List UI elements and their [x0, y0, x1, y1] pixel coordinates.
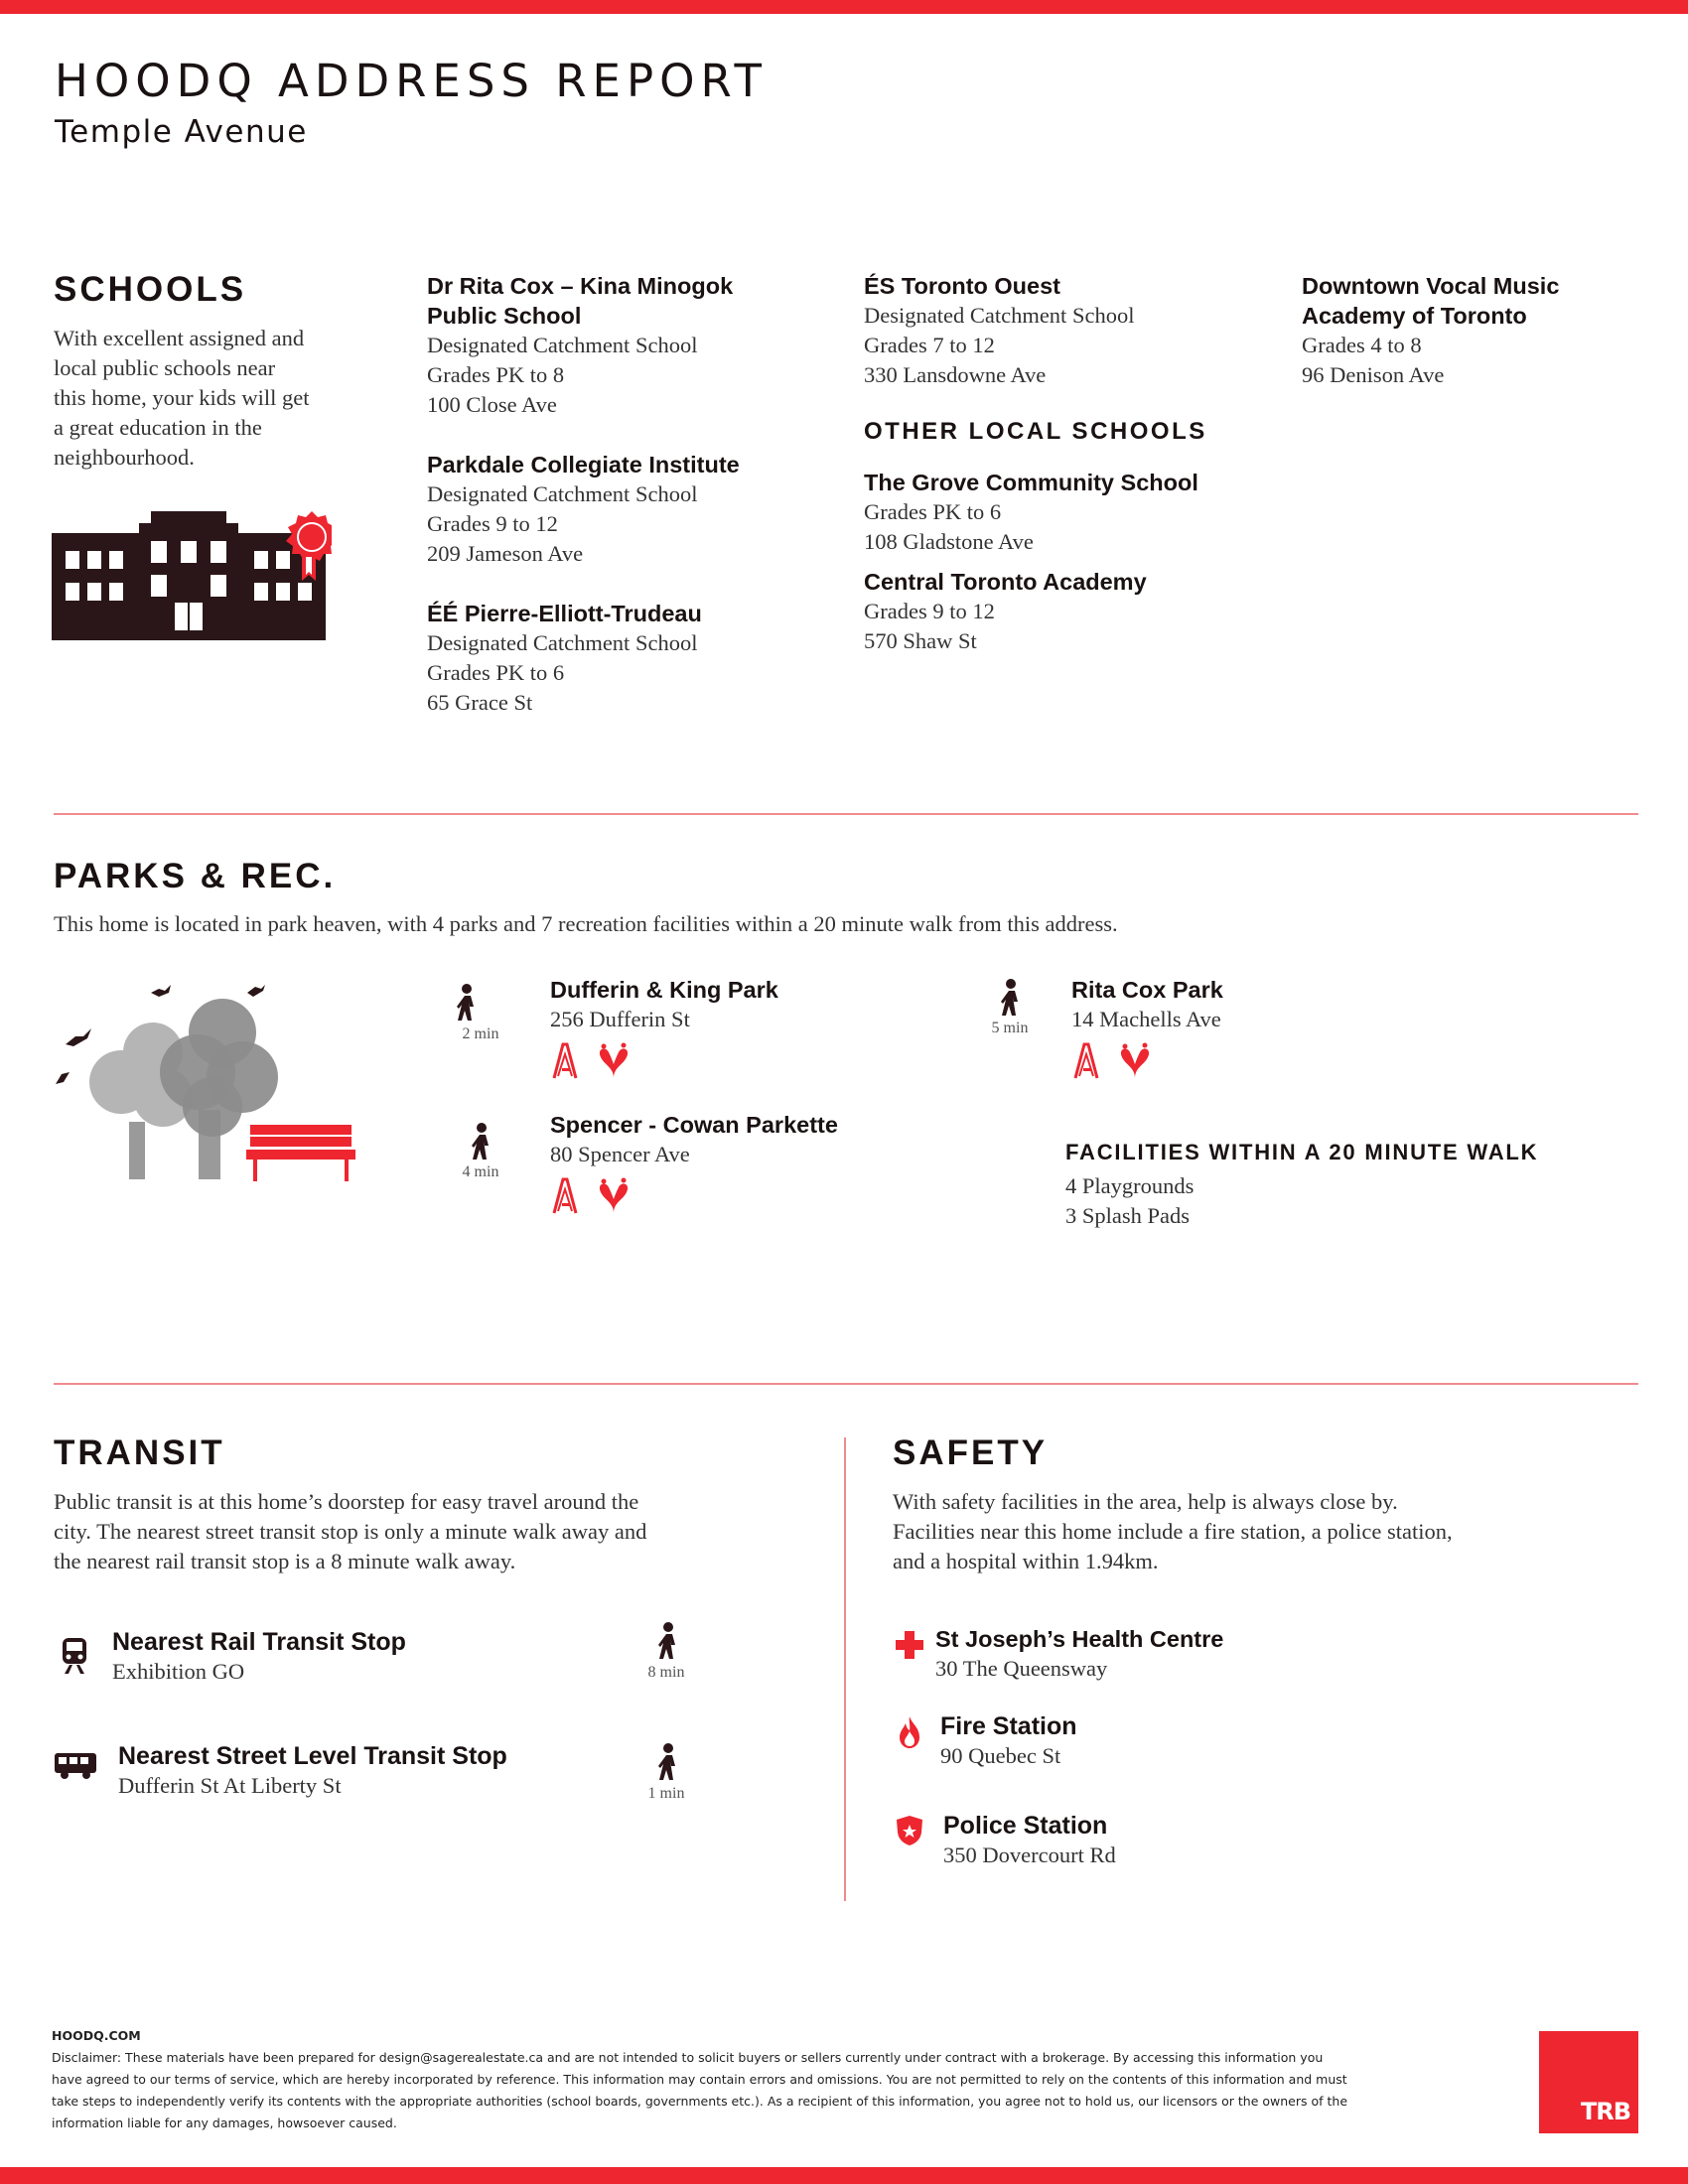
walk-icon [452, 983, 482, 1023]
facility-item: 4 Playgrounds [1065, 1173, 1195, 1198]
school-grades: Grades 4 to 8 [1302, 333, 1422, 357]
park-amenities [550, 1042, 778, 1080]
school-grades: Grades PK to 6 [864, 499, 1002, 524]
park-trees-bench-icon [54, 973, 361, 1191]
school-grades: Grades 9 to 12 [427, 511, 558, 536]
street-transit-stop: Dufferin St At Liberty St [118, 1773, 342, 1798]
section-divider [54, 1383, 1638, 1385]
park-name: Spencer - Cowan Parkette [550, 1112, 838, 1138]
transit-heading: TRANSIT [54, 1433, 225, 1472]
school-name: ÉS Toronto Ouest [864, 273, 1061, 299]
safety-intro [893, 1487, 1453, 1576]
fire-station-address: 90 Quebec St [940, 1743, 1061, 1768]
brokerage-logo-text: TRB [1580, 2098, 1630, 2125]
section-divider [54, 813, 1638, 815]
walk-time: 1 min [647, 1785, 685, 1802]
hospital-name: St Joseph’s Health Centre [935, 1626, 1224, 1652]
park-item [1071, 975, 1223, 1080]
schools-intro-line: a great education in the [54, 415, 262, 440]
walk-time: 4 min [462, 1163, 499, 1180]
fire-station-item [940, 1711, 1077, 1771]
police-badge-icon [896, 1815, 923, 1846]
transit-intro-line: Public transit is at this home’s doorstep for easy travel around the [54, 1489, 639, 1514]
school-grades: Grades PK to 6 [427, 660, 565, 685]
school-type: Designated Catchment School [427, 333, 698, 357]
school-type: Designated Catchment School [427, 630, 698, 655]
hospital-address: 30 The Queensway [935, 1656, 1108, 1681]
schools-intro [54, 324, 310, 473]
rail-transit-item [112, 1627, 406, 1687]
brokerage-logo [1539, 2031, 1638, 2133]
playground-icon [550, 1042, 580, 1080]
parks-intro: This home is located in park heaven, with 4 parks and 7 recreation facilities within a 20 minute walk from this address. [54, 911, 1118, 936]
school-type: Designated Catchment School [864, 303, 1135, 328]
school-type: Designated Catchment School [427, 481, 698, 506]
fire-station-name: Fire Station [940, 1712, 1077, 1740]
rail-transit-stop: Exhibition GO [112, 1659, 245, 1684]
school-address: 570 Shaw St [864, 628, 977, 653]
safety-heading: SAFETY [893, 1433, 1049, 1472]
school-list-col1 [427, 271, 824, 718]
park-amenities [1071, 1042, 1223, 1080]
walk-time: 5 min [991, 1020, 1029, 1036]
park-address: 256 Dufferin St [550, 1007, 690, 1031]
disclaimer-line: Disclaimer: These materials have been prepared for design@sagerealestate.ca and are not intended to solicit buyers or sellers currently under contract with a brokerage. By accessing this information you [52, 2050, 1324, 2065]
park-name: Rita Cox Park [1071, 977, 1223, 1003]
rail-transit-label: Nearest Rail Transit Stop [112, 1628, 406, 1656]
disclaimer-line: take steps to independently verify its contents with the appropriate authorities (school boards, governments etc.). As a recipient of this information, you agree not to hold us, our licensors or the owners of the [52, 2094, 1348, 2109]
school-name: Public School [427, 303, 582, 329]
splash-pad-icon [594, 1042, 633, 1080]
safety-intro-line: With safety facilities in the area, help is always close by. [893, 1489, 1398, 1514]
school-item [427, 599, 824, 718]
column-divider [844, 1437, 846, 1901]
safety-intro-line: Facilities near this home include a fire station, a police station, [893, 1519, 1453, 1544]
park-address: 14 Machells Ave [1071, 1007, 1221, 1031]
police-station-address: 350 Dovercourt Rd [943, 1843, 1116, 1867]
school-item [864, 271, 1281, 390]
report-title: HOODQ ADDRESS REPORT [55, 55, 769, 107]
other-schools-heading: OTHER LOCAL SCHOOLS [864, 418, 1207, 445]
walk-icon [996, 978, 1026, 1018]
school-address: 100 Close Ave [427, 392, 557, 417]
school-address: 108 Gladstone Ave [864, 529, 1034, 554]
street-transit-label: Nearest Street Level Transit Stop [118, 1742, 507, 1770]
splash-pad-icon [1115, 1042, 1155, 1080]
park-address: 80 Spencer Ave [550, 1142, 690, 1166]
playground-icon [1071, 1042, 1101, 1080]
bus-icon [54, 1751, 97, 1781]
school-item [1302, 271, 1659, 390]
school-name: ÉÉ Pierre-Elliott-Trudeau [427, 601, 702, 626]
school-item [427, 450, 824, 569]
school-address: 65 Grace St [427, 690, 533, 715]
park-amenities [550, 1177, 838, 1215]
walk-icon [653, 1742, 683, 1782]
transit-intro-line: the nearest rail transit stop is a 8 minute walk away. [54, 1549, 516, 1573]
schools-heading: SCHOOLS [54, 270, 247, 309]
school-address: 96 Denison Ave [1302, 362, 1445, 387]
walk-time: 2 min [462, 1025, 499, 1042]
facilities-block [1065, 1140, 1538, 1231]
footer-disclaimer [52, 2047, 1511, 2134]
disclaimer-line: have agreed to our terms of service, which are hereby incorporated by reference. This information may contain errors and omissions. You are not permitted to rely on the contents of this information and must [52, 2072, 1347, 2087]
school-name: Dr Rita Cox – Kina Minogok [427, 273, 734, 299]
parks-heading: PARKS & REC. [54, 857, 337, 895]
school-address: 330 Lansdowne Ave [864, 362, 1047, 387]
playground-icon [550, 1177, 580, 1215]
school-item [427, 271, 824, 420]
footer-site-link[interactable]: HOODQ.COM [52, 2028, 141, 2043]
schools-intro-line: neighbourhood. [54, 445, 195, 470]
fire-icon [898, 1715, 921, 1749]
walk-icon [653, 1621, 683, 1661]
hospital-cross-icon [895, 1630, 924, 1660]
schools-intro-line: local public schools near [54, 355, 276, 380]
splash-pad-icon [594, 1177, 633, 1215]
transit-intro-line: city. The nearest street transit stop is only a minute walk away and [54, 1519, 647, 1544]
school-grades: Grades 9 to 12 [864, 599, 995, 623]
park-name: Dufferin & King Park [550, 977, 778, 1003]
school-item [864, 567, 1281, 656]
school-name: Downtown Vocal Music [1302, 273, 1560, 299]
bottom-accent-bar [0, 2167, 1688, 2184]
school-list-col3 [1302, 271, 1659, 390]
train-icon [60, 1636, 89, 1676]
street-transit-item [118, 1741, 507, 1801]
walk-icon [467, 1122, 496, 1161]
police-station-item [943, 1811, 1116, 1870]
disclaimer-line: information liable for any damages, howsoever caused. [52, 2116, 397, 2130]
facilities-heading: FACILITIES WITHIN A 20 MINUTE WALK [1065, 1140, 1539, 1164]
school-grades: Grades PK to 8 [427, 362, 565, 387]
schools-intro-line: this home, your kids will get [54, 385, 310, 410]
school-address: 209 Jameson Ave [427, 541, 584, 566]
transit-intro [54, 1487, 646, 1576]
walk-time: 8 min [647, 1664, 685, 1681]
safety-intro-line: and a hospital within 1.94km. [893, 1549, 1159, 1573]
hospital-item [935, 1624, 1223, 1684]
police-station-name: Police Station [943, 1812, 1108, 1840]
top-accent-bar [0, 0, 1688, 14]
schools-intro-line: With excellent assigned and [54, 326, 305, 350]
facility-item: 3 Splash Pads [1065, 1203, 1191, 1228]
school-grades: Grades 7 to 12 [864, 333, 995, 357]
school-name: The Grove Community School [864, 470, 1198, 495]
school-building-icon [52, 511, 332, 650]
report-address: Temple Avenue [55, 114, 308, 150]
park-item [550, 1110, 838, 1215]
school-name: Central Toronto Academy [864, 569, 1147, 595]
school-name: Parkdale Collegiate Institute [427, 452, 740, 478]
school-list-col2 [864, 271, 1281, 656]
school-item [864, 468, 1281, 557]
school-name: Academy of Toronto [1302, 303, 1527, 329]
park-item [550, 975, 778, 1080]
